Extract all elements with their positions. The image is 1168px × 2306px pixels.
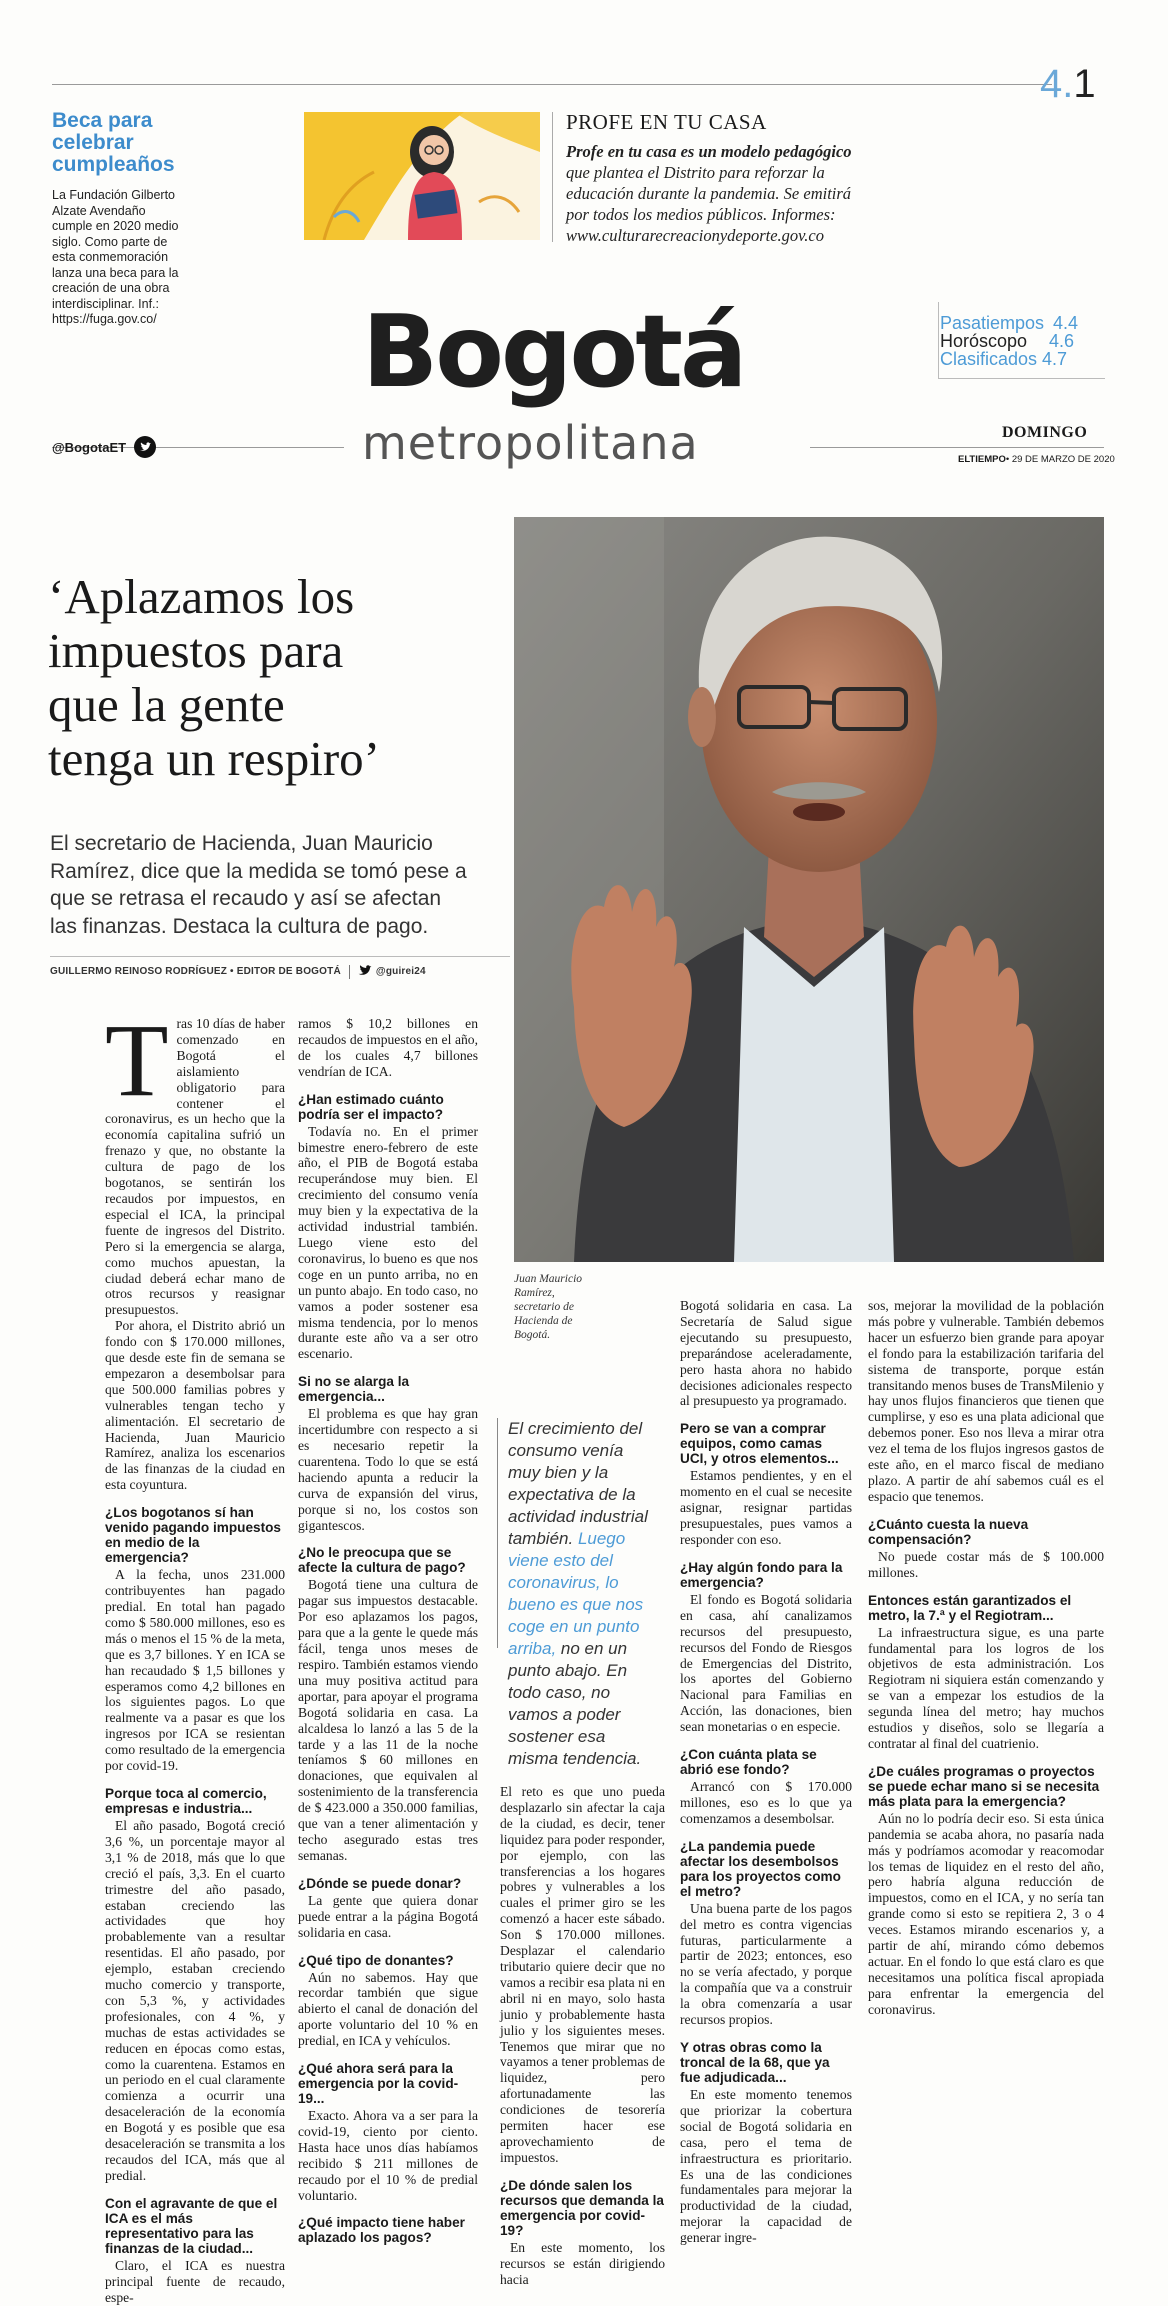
masthead-subtitle: metropolitana [362, 416, 699, 470]
byline-divider [349, 965, 350, 979]
column-1: Tras 10 días de haber comenzado en Bogotá el aislamiento obligatorio para contener el coronavirus, es un hecho que la economía capitalina sufrió un frenazo y que, no obstante la cultura de pago de los bogotanos, se sentirán los recaudos por impuestos, en especial el ICA, la principal fuente de ingresos del Distrito. Pero si la emergencia se alarga, como muchos apuestan, la ciudad deberá echar mano de otros recursos y reasignar presupuestos. Por ahora, el Distrito abrió un fondo con $ 170.000 millones, que desde este fin de semana se empezaron a desembolsar para que 500.000 familias pobres y vulnerables tengan techo y alimentación. El secretario de Hacienda, Juan Mauricio Ramírez, analiza los escenarios de las finanzas de la ciudad en esta coyuntura. ¿Los bogotanos sí han venido pagando impuestos en medio de la emergencia? A la fecha, unos 231.000 contribuyentes han pagado predial. En total han pagado como $ 580.000 millones, eso es más o menos el 15 % de la meta, que es 3,7 billones. Y en ICA se han recaudado $ 1,5 billones y esperamos como 4,2 billones en los siguientes pagos. Lo que realmente va a pasar es que los ingresos por ICA se resientan como resultado de la emergencia por covid-19. Porque toca al comercio, empresas e industria... El año pasado, Bogotá creció 3,6 %, un porcentaje mayor al 3,1 % de 2018, más que lo que creció el país, 3,3. En el cuarto trimestre del año pasado, estaban creciendo las actividades que hoy probablemente van a resultar resentidas. El año pasado, por ejemplo, estaban creciendo mucho comercio y transporte, con 5,3 %, y actividades profesionales, con 4 %, y muchas de estas actividades se reducen en épocas como estas, como la cuarentena. Estamos en un periodo en el cual claramente comienza a ocurrir una desaceleración de la economía en Bogotá y es posible que esa desaceleración se transmita a los recaudos del ICA, más que al predial. Con el agravante de que el ICA es el más representativo para las finanzas de la ciudad... Claro, el ICA es nuestra principal fuente de recaudo, espe- [105, 1003, 285, 2305]
question: Y otras obras como la troncal de la 68, que ya fue adjudicada... [680, 2040, 830, 2085]
promo-title: Beca para celebrar cumpleaños [52, 109, 175, 176]
twitter-icon [358, 964, 372, 979]
question: ¿Dónde se puede donar? [298, 1875, 462, 1891]
question: ¿Cuánto cuesta la nueva compensación? [868, 1516, 1029, 1547]
index-item-horoscopo[interactable]: Horóscopo 4.6 [940, 331, 1075, 351]
profe-box [566, 110, 926, 246]
promo-body: La Fundación Gilberto Alzate Avendaño cumple en 2020 medio siglo. Como parte de esta conmemoración lanza una beca para la creación de una obra interdisciplinar. Inf.: https://fuga.gov.co/ [52, 188, 179, 326]
pull-quote-rule [497, 1418, 498, 1648]
drop-cap: T [105, 1003, 169, 1118]
question: ¿De dónde salen los recursos que demanda la emergencia por covid-19? [500, 2177, 664, 2238]
question: ¿Qué ahora será para la emergencia por la covid-19... [298, 2061, 459, 2107]
column-5: sos, mejorar la movilidad de la población más pobre y vulnerable. También debemos hacer un esfuerzo bien grande para apoyar el fondo para la estabilización tarifaria del sistema de transporte, porque están transitando menos buses de TransMilenio y hay unos flujos financieros que tienen que cumplirse, y eso es una plata adicional que debemos poner. Eso nos lleva a mirar otra vez el tema de los flujos ingresos gastos de este año, en el marco fiscal de mediano plazo. A partir de ahí sabemos cuál es el espacio que tenemos. ¿Cuánto cuesta la nueva compensación? No puede costar más de $ 100.000 millones. Entonces están garantizados el metro, la 7.ª y el Regiotram... La infraestructura sigue, es una parte fundamental para los logros de los objetivos de esta administración. Los Regiotram ni siquiera están comenzando y se van a empezar los estudios de la segunda línea del metro; hay muchos estudios y diseños, solo se llegaría a contratar al final del cuatrienio. ¿De cuáles programas o proyectos se puede echar mano si se necesita más plata para la emergencia? Aún no lo podría decir eso. Si esta única pandemia se acaba ahora, no pasaría nada más y podríamos acomodar y reacomodar los temas de liquidez en el resto del año, pero habría alguna reducción de impuestos, como en el ICA, y no sería tan grande como si esto se repitiera 2, 3 o 4 veces. Estamos mirando escenarios y, a partir de ahí, mirando cómo debemos actuar. En el fondo lo que está claro es que necesitamos una política fiscal apropiada para enfrentar la emergencia del coronavirus. [868, 1298, 1104, 2017]
dek: El secretario de Hacienda, Juan Mauricio Ramírez, dice que la medida se tomó pese a que se retrasa el recaudo y así se afectan las finanzas. Destaca la cultura de pago. [50, 832, 467, 938]
index-item-clasificados[interactable]: Clasificados 4.7 [940, 349, 1068, 369]
question: ¿Qué tipo de donantes? [298, 1952, 454, 1968]
promo-box [52, 110, 227, 328]
article-photo [514, 517, 1104, 1262]
column-4: Bogotá solidaria en casa. La Secretaría de Salud sigue ejecutando su presupuesto, preparándose aceleradamente, pero hasta ahora no habido decisiones adicionales respecto al presupuesto ya programado. Pero se van a comprar equipos, como camas UCI, y otros elementos... Estamos pendientes, y en el momento en el cual se necesite asignar, resignar partidas presupuestales, pues vamos a responder con eso. ¿Hay algún fondo para la emergencia? El fondo es Bogotá solidaria en casa, ahí canalizamos recursos del presupuesto, recursos del Fondo de Riesgos de Emergencias del Distrito, los aportes del Gobierno Nacional para Familias en Acción, las donaciones, bien sean monetarias o en especie. ¿Con cuánta plata se abrió ese fondo? Arrancó con $ 170.000 millones, eso es lo que ya comenzamos a desembolsar. ¿La pandemia puede afectar los desembolsos para los proyectos como el metro? Una buena parte de los pagos del metro es contra vigencias futuras, particularmente a partir de 2023; entonces, eso no se vería afectado, y porque la compañía que va a construir la obra comenzaría a usar recursos propios. Y otras obras como la troncal de la 68, que ya fue adjudicada... En este momento tenemos que priorizar la cobertura social de Bogotá solidaria en casa, pero el tema de infraestructura es prioritario. Es una de las condiciones fundamentales para mejorar la productividad de la ciudad, mejorar la capacidad de generar ingre- [680, 1298, 852, 2246]
question: ¿Hay algún fondo para la emergencia? [680, 1559, 843, 1590]
author-handle[interactable]: @guirei24 [375, 966, 426, 977]
byline-rule-top [50, 956, 510, 957]
question: Si no se alarga la emergencia... [298, 1374, 410, 1405]
byline-text: GUILLERMO REINOSO RODRÍGUEZ • EDITOR DE BOGOTÁ [50, 966, 341, 977]
date-line: ELTIEMPO• 29 DE MARZO DE 2020 [958, 454, 1115, 465]
question: ¿Qué impacto tiene haber aplazado los pagos? [298, 2215, 465, 2246]
promo-divider [552, 112, 553, 242]
photo-caption: Juan Mauricio Ramírez, secretario de Hacienda de Bogotá. [514, 1273, 583, 1341]
masthead-title: Bogotá [362, 293, 745, 410]
top-rule [52, 84, 1052, 85]
question: ¿Los bogotanos sí han venido pagando impuestos en medio de la emergencia? [105, 1505, 281, 1566]
question: Entonces están garantizados el metro, la 7.ª y el Regiotram... [868, 1592, 1072, 1623]
profe-title: PROFE EN TU CASA [566, 110, 767, 134]
question: ¿Con cuánta plata se abrió ese fondo? [680, 1747, 817, 1778]
question: ¿Han estimado cuánto podría ser el impacto? [298, 1091, 444, 1122]
question: ¿No le preocupa que se afecte la cultura de pago? [298, 1545, 466, 1576]
headline: ‘Aplazamos los impuestos para que la gente tenga un respiro’ [48, 569, 380, 786]
index-frame [938, 302, 1105, 379]
column-2: ramos $ 10,2 billones en recaudos de impuestos en el año, de los cuales 4,7 billones vendrían de ICA. ¿Han estimado cuánto podría ser el impacto? Todavía no. En el primer bimestre enero-febrero de este año, el PIB de Bogotá estaba recuperándose muy bien. El crecimiento del consumo venía muy bien y la expectativa de la actividad industrial también. Luego viene esto del coronavirus, lo bueno es que nos coge en un punto arriba, no en un punto abajo. En todo caso, no vamos a poder sostener esa misma tendencia, por lo menos durante este año va a ser otro escenario. Si no se alarga la emergencia... El problema es que hay gran incertidumbre con respecto a si es necesario repetir la cuarentena. Todo lo que se está haciendo apunta a reducir la curva de expansión del virus, porque si no, los costos son gigantescos. ¿No le preocupa que se afecte la cultura de pago? Bogotá tiene una cultura de pagar sus impuestos destacable. Por eso aplazamos los pagos, para que a la gente le quede más fácil, tenga unos meses de respiro. También estamos viendo una muy positiva actitud para aportar, para apoyar el programa Bogotá solidaria en casa. La alcaldesa lo lanzó a las 5 de la tarde y a las 11 de la noche teníamos $ 60 millones en donaciones, que equivalen al sostenimiento de la transferencia de $ 423.000 a 350.000 familias, que van a tener alimentación y techo asegurado estas tres semanas. ¿Dónde se puede donar? La gente que quiera donar puede entrar a la página Bogotá solidaria en casa. ¿Qué tipo de donantes? Aún no sabemos. Hay que recordar también que sigue abierto el canal de donación del aporte voluntario del 10 % en predial, en ICA y vehículos. ¿Qué ahora será para la emergencia por la covid-19... Exacto. Ahora va a ser para la covid-19, ciento por ciento. Hasta hace unos días habíamos recibido $ 211 millones de recaudo por el 10 % de predial voluntario. ¿Qué impacto tiene haber aplazado los pagos? [298, 1016, 478, 2246]
profe-body: Profe en tu casa es un modelo pedagógico que plantea el Distrito para reforzar la educación durante la pandemia. Se emitirá por todos los medios públicos. Informes: www.culturarecreacionydeporte.gov.co [566, 142, 852, 245]
question: ¿La pandemia puede afectar los desembolsos para los proyectos como el metro? [680, 1838, 841, 1899]
question: Pero se van a comprar equipos, como camas UCI, y otros elementos... [680, 1421, 839, 1467]
social-handle-text: @BogotaET [52, 439, 127, 455]
byline [50, 964, 426, 979]
column-3: El reto es que uno pueda desplazarlo sin afectar la caja de la ciudad, es decir, tener liquidez para poder responder, por ejemplo, con las transferencias a los hogares pobres y vulnerables a los cuales el primer giro se les comenzó a hacer este sábado. Son $ 170.000 millones. Desplazar el calendario tributario quiere decir que no vamos a recibir esa plata ni en abril ni en mayo, solo hasta junio y probablemente hasta julio y los siguientes meses. Tenemos que mirar que no vayamos a tener problemas de liquidez, pero afortunadamente las condiciones de tesorería permiten hacer ese aprovechamiento de impuestos. ¿De dónde salen los recursos que demanda la emergencia por covid-19? En este momento, los recursos se están dirigiendo hacia [500, 1784, 665, 2287]
pull-quote: El crecimiento del consumo venía muy bien y la expectativa de la actividad industrial también. Luego viene esto del coronavirus, lo bueno es que nos coge en un punto arriba, no en un punto abajo. En todo caso, no vamos a poder sostener esa misma tendencia. [508, 1419, 648, 1768]
question: Con el agravante de que el ICA es el más representativo para las finanzas de la ciudad... [105, 2195, 278, 2256]
reading-woman-illustration [304, 112, 540, 240]
section-number: 4.1 [1040, 62, 1096, 106]
index-item-pasatiempos[interactable]: Pasatiempos 4.4 [940, 313, 1079, 333]
social-handle[interactable] [52, 436, 156, 458]
question: Porque toca al comercio, empresas e industria... [105, 1785, 267, 1816]
masthead-rule-right [810, 447, 1104, 448]
twitter-icon [134, 436, 156, 458]
day-label: DOMINGO [1002, 424, 1088, 441]
question: ¿De cuáles programas o proyectos se puede echar mano si se necesita más plata para la emergencia? [868, 1763, 1100, 1809]
